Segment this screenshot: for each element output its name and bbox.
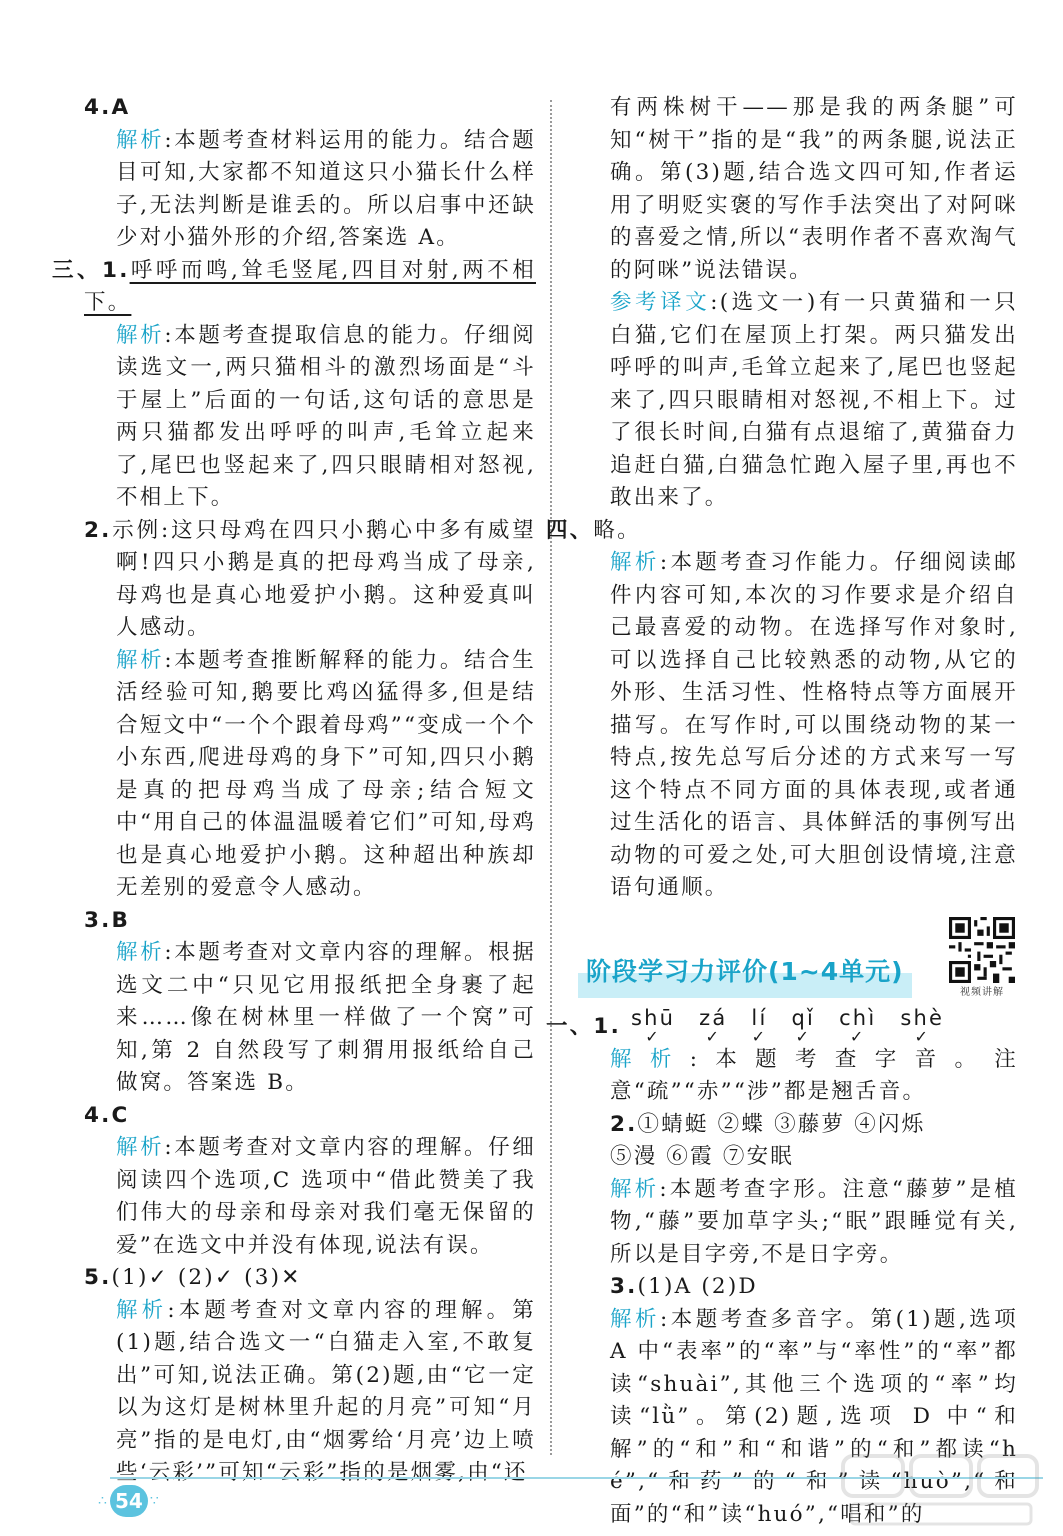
analysis-s1q1: 解析:本题考查字音。注意“疏”“赤”“涉”都是翘舌音。	[610, 1046, 1019, 1104]
analysis-s3q1: 解析:本题考查提取信息的能力。仔细阅读选文一,两只猫相斗的激烈场面是“斗于屋上”后面的一句话,这句话的意思是两只猫都发出呼呼的叫声,毛耸立起来了,尾巴也竖起来了,四只眼睛相对怒视,不相上下。	[116, 322, 536, 510]
analysis-label: 解析	[116, 322, 165, 348]
decor-dots-icon: ∴	[98, 1493, 108, 1509]
answer-5: 5.(1)✓ (2)✓ (3)✕	[84, 1265, 302, 1290]
analysis-4b: 解析:本题考查对文章内容的理解。仔细阅读四个选项,C 选项中“借此赞美了我们伟大的母亲和母亲对我们毫无保留的爱”在选文中并没有体现,说法有误。	[116, 1135, 536, 1258]
section-header	[578, 917, 1018, 998]
qr-code-icon[interactable]	[949, 917, 1015, 983]
analysis-label: 解析	[610, 550, 660, 575]
analysis-label: 解析	[116, 940, 165, 965]
section-title: 阶段学习力评价(1~4单元)	[578, 942, 912, 998]
analysis-5-continued: 有两株树干——那是我的两条腿”可知“树干”指的是“我”的两条腿,说法正确。第(3)题,结合选文四可知,作者运用了明贬实褒的写作手法突出了对阿咪的喜爱之情,所以“表明作者不喜欢淘气的阿咪”说法错误。	[610, 95, 1018, 283]
section1-q3: 3.(1)A (2)D	[610, 1274, 758, 1299]
section3-q1: 三、1.呼呼而鸣,耸毛竖尾,四目对射,两不相下。	[52, 257, 536, 315]
analysis-label: 解析	[116, 127, 165, 153]
analysis-label: 解析	[116, 1297, 168, 1323]
translation-label: 参考译文	[610, 290, 711, 315]
section1-q2: 2.①蜻蜓 ②蝶 ③藤萝 ④闪烁	[610, 1111, 926, 1137]
qr-code-block[interactable]	[946, 917, 1018, 998]
watermark-logo-icon	[841, 1452, 1041, 1528]
answer-4: 4.A	[84, 95, 131, 120]
pinyin-item: shè ✓	[900, 1005, 945, 1046]
pinyin-answers	[631, 1006, 944, 1044]
left-column	[52, 92, 536, 1490]
section4-answer: 四、略。	[546, 517, 641, 543]
section1-q1: 一、 1. shū ✓ zá ✓ lí ✓ qǐ ✓ chì ✓ shè ✓	[546, 1005, 945, 1046]
analysis-label: 解析	[116, 647, 165, 673]
qr-caption: 视频讲解	[960, 986, 1004, 998]
page-number: 54	[110, 1485, 148, 1517]
analysis-3: 解析:本题考查对文章内容的理解。根据选文二中“只见它用报纸把全身裹了起来……像在树林里一样做了一个窝”可知,第 2 自然段写了刺猬用报纸给自己做窝。答案选 B。	[116, 940, 536, 1095]
page-badge	[98, 1485, 160, 1517]
pinyin-item: qǐ ✓	[791, 1005, 816, 1046]
analysis-label: 解析	[610, 1046, 690, 1072]
analysis-label: 解析	[610, 1306, 660, 1332]
pinyin-item: chì ✓	[839, 1005, 877, 1046]
decor-dots-icon: ∵	[149, 1493, 160, 1509]
analysis-4: 解析:本题考查材料运用的能力。结合题目可知,大家都不知道这只小猫长什么样子,无法判断是谁丢的。所以启事中还缺少对小猫外形的介绍,答案选 A。	[116, 127, 536, 250]
answer-2: 2.示例:这只母鸡在四只小鹅心中多有威望啊!四只小鹅是真的把母鸡当成了母亲,母鸡也是真心地爱护小鹅。这种爱真叫人感动。	[84, 517, 536, 640]
right-column	[546, 92, 1019, 1531]
analysis-s1q2: 解析:本题考查字形。注意“藤萝”是植物,“藤”要加草字头;“眠”跟睡觉有关,所以是目字旁,不是日字旁。	[610, 1176, 1018, 1267]
analysis-label: 解析	[116, 1135, 165, 1160]
pinyin-item: lí ✓	[751, 1005, 768, 1046]
analysis-2: 解析:本题考查推断解释的能力。结合生活经验可知,鹅要比鸡凶猛得多,但是结合短文中“一个个跟着母鸡”“变成一个个小东西,爬进母鸡的身下”可知,四只小鹅是真的把母鸡当成了母亲;结合短文中“用自己的体温温暖着它们”可知,母鸡也是真心地爱护小鹅。这种超出种族却无差别的爱意令人感动。	[116, 647, 536, 900]
answer-4b: 4.C	[84, 1102, 130, 1128]
analysis-s4: 解析:本题考查习作能力。仔细阅读邮件内容可知,本次的习作要求是介绍自己最喜爱的动物。在选择写作对象时,可以选择自己比较熟悉的动物,从它的外形、生活习性、性格特点等方面展开描写。在写作时,可以围绕动物的某一特点,按先总写后分述的方式来写一写这个特点不同方面的具体表现,或者通过生活化的语言、具体鲜活的事例写出动物的可爱之处,可大胆创设情境,注意语句通顺。	[610, 550, 1018, 900]
analysis-s1q3: 解析:本题考查多音字。第(1)题,选项 A 中“表率”的“率”与“率性”的“率”都读“shuài”,其他三个选项的“率”均读“lǜ”。第(2)题,选项 D 中“和解”的“和”和“和谐”的“和”都读“hé”,“和药”的“和”读“huò”,“和面”的“和”读“huó”,“唱和”的	[610, 1306, 1018, 1527]
analysis-label: 解析	[610, 1176, 660, 1202]
answer-3: 3.B	[84, 907, 131, 933]
analysis-5: 解析:本题考查对文章内容的理解。第(1)题,结合选文一“白猫走入室,不敢复出”可知,说法正确。第(2)题,由“它一定以为这灯是树林里升起的月亮”可知“月亮”指的是电灯,由“烟雾给‘月亮’边上喷些‘云彩’”可知“云彩”指的是烟雾,由“还	[116, 1297, 536, 1485]
column-divider	[550, 100, 552, 1455]
reference-translation: 参考译文:(选文一)有一只黄猫和一只白猫,它们在屋顶上打架。两只猫发出呼呼的叫声,毛耸立起来了,尾巴也竖起来了,四只眼睛相对怒视,不相上下。过了很长时间,白猫有点退缩了,黄猫奋力追赶白猫,白猫急忙跑入屋子里,再也不敢出来了。	[610, 290, 1018, 510]
pinyin-item: shū ✓	[630, 1005, 676, 1046]
section1-q2-line2: ⑤漫 ⑥霞 ⑦安眠	[610, 1144, 794, 1169]
pinyin-item: zá ✓	[699, 1005, 728, 1046]
